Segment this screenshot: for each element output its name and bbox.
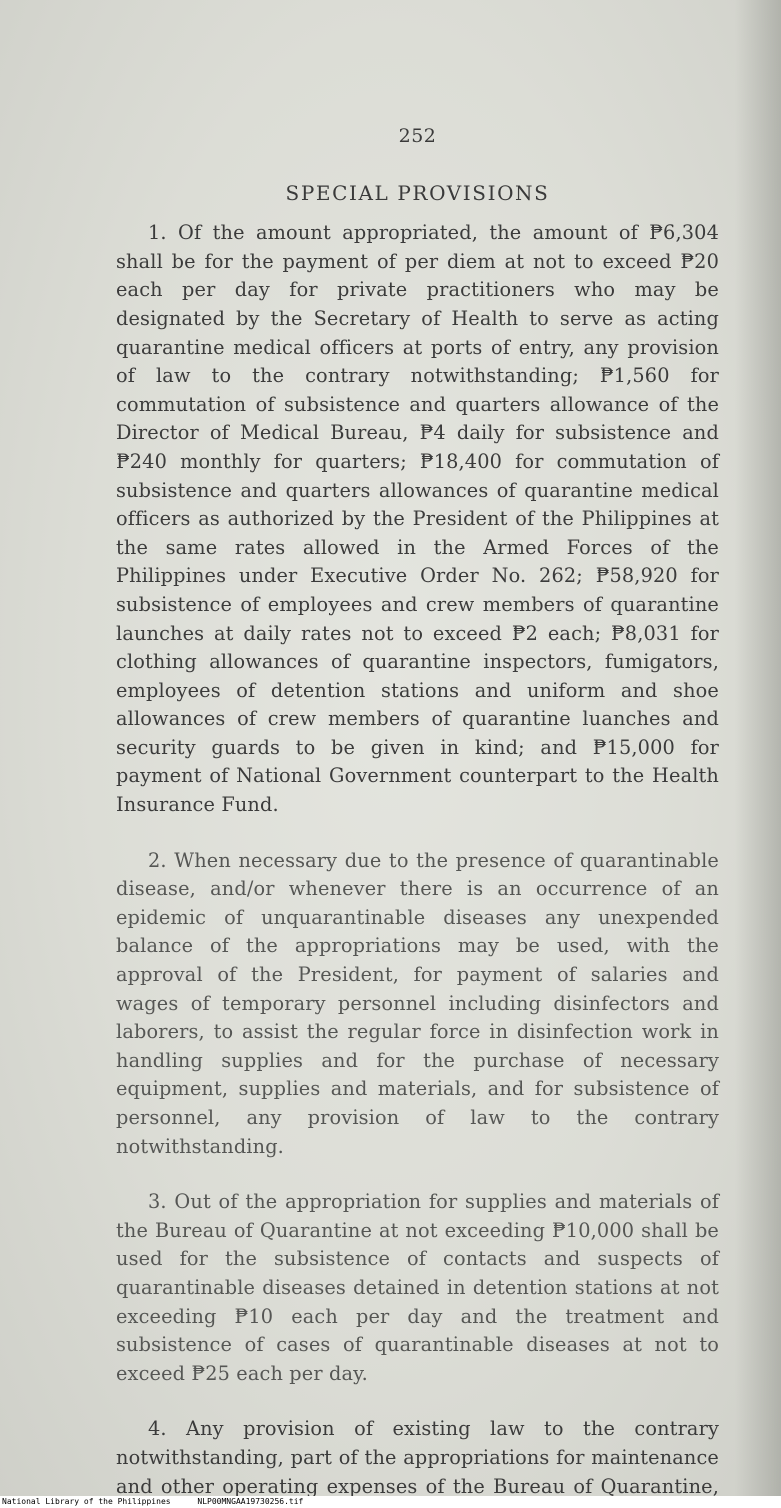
paragraph-2: 2. When necessary due to the presence of quarantinable disease, and/or whenever there is an occurrence of an epidemic of unquarantinable diseases any unexpended balance of the appropriations may be used, with the approval of the President, for payment of salaries and wages of temporary personnel including disinfectors and laborers, to assist the regular force in disinfection work in handling supplies and for the purchase of necessary equipment, supplies and materials, and for subsistence of personnel, any provision of law to the contrary notwithstanding. — [116, 848, 719, 1158]
scan-footer — [0, 1496, 781, 1508]
paragraph-4: 4. Any provision of existing law to the contrary notwithstanding, part of the appropriations for maintenance and other operating expenses of the Bureau of Quarantine, — [116, 1417, 719, 1496]
footer-library: National Library of the Philippines — [2, 1497, 171, 1506]
page-number: 252 — [398, 125, 437, 147]
paragraph-3: 3. Out of the appropriation for supplies and materials of the Bureau of Quarantine at not exceeding ₱10,000 shall be used for the subsistence of contacts and suspects of quarantinable diseases detained in detention stations at not exceeding ₱10 each per day and the treatment and subsistence of cases of quarantinable diseases at not to exceed ₱25 each per day. — [116, 1190, 719, 1385]
paragraph-1: 1. Of the amount appropriated, the amount of ₱6,304 shall be for the payment of per diem at not to exceed ₱20 each per day for private practitioners who may be designated by the Secretary of Health to serve as acting quarantine medical officers at ports of entry, any provision of law to the contrary notwithstanding; ₱1,560 for commutation of subsistence and quarters allowance of the Director of Medical Bureau, ₱4 daily for subsistence and ₱240 monthly for quarters; ₱18,400 for commutation of subsistence and quarters allowances of quarantine medical officers as authorized by the President of the Philippines at the same rates allowed in the Armed Forces of the Philippines under Executive Order No. 262; ₱58,920 for subsistence of employees and crew members of quarantine launches at daily rates not to exceed ₱2 each; ₱8,031 for clothing allowances of quarantine inspectors, fumigators, employees of detention stations and uniform and shoe allowances of crew members of quarantine luanches and security guards to be given in kind; and ₱15,000 for payment of National Government counterpart to the Health Insurance Fund. — [116, 221, 719, 817]
page-edge-shadow — [735, 0, 781, 1496]
footer-filename: NLP00MNGAA19730256.tif — [197, 1497, 304, 1506]
text-block — [116, 112, 719, 1496]
section-heading: SPECIAL PROVISIONS — [285, 180, 550, 205]
